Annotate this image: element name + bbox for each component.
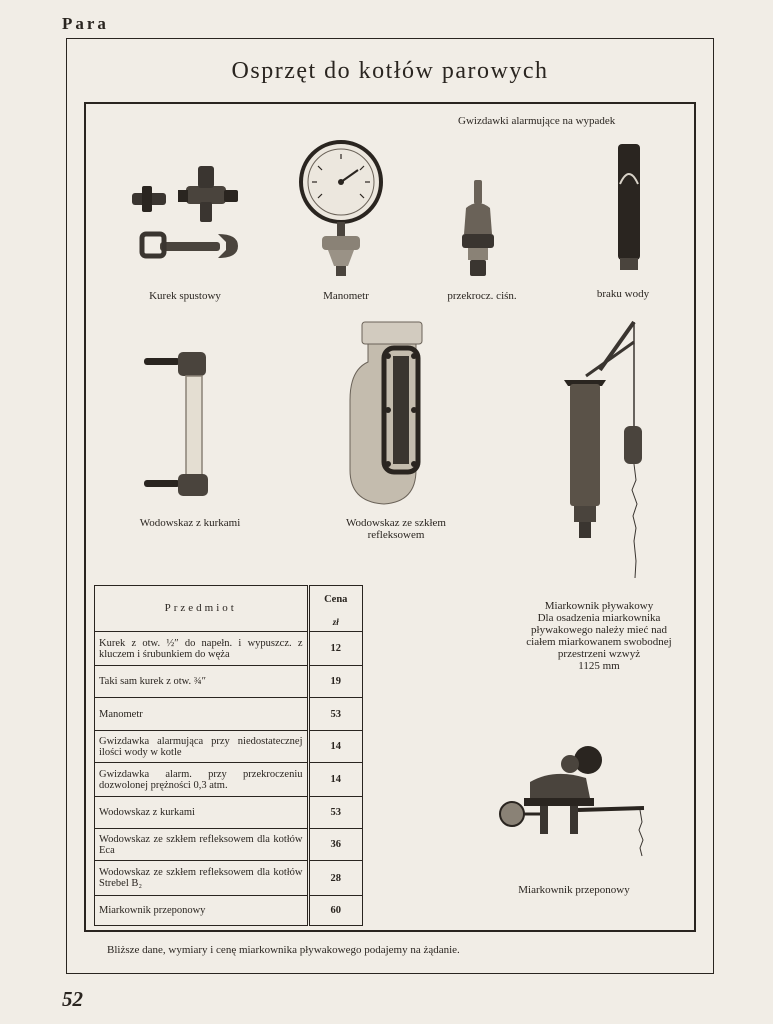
header-price-unit: zł	[332, 617, 339, 627]
header-price	[308, 586, 362, 632]
float-regulator-illustration	[558, 316, 648, 581]
price-table-header	[95, 586, 363, 632]
caption-reflex-gauge: Wodowskaz ze szkłem refleksowem	[346, 517, 446, 541]
diaphragm-regulator-illustration	[494, 742, 646, 858]
header-price-label: Cena	[324, 594, 348, 605]
row-price: 12	[308, 632, 362, 666]
table-row	[95, 731, 363, 763]
table-row	[95, 896, 363, 926]
whistles-heading: Gwizdawki alarmujące na wypadek	[458, 115, 616, 127]
row-item: Wodowskaz z kurkami	[95, 797, 309, 829]
table-row	[95, 829, 363, 861]
row-price: 60	[308, 896, 362, 926]
table-row	[95, 763, 363, 797]
row-price: 36	[308, 829, 362, 861]
caption-float-regulator: Miarkownik pływakowy	[544, 600, 654, 612]
row-price: 14	[308, 731, 362, 763]
caption-manometer: Manometr	[323, 290, 369, 302]
caption-drain-cock: Kurek spustowy	[149, 290, 221, 302]
caption-diaphragm-regulator: Miarkownik przeponowy	[518, 884, 630, 896]
row-item: Kurek z otw. ½″ do napełn. i wypuszcz. z kluczem i śrubunkiem do węża	[95, 632, 309, 666]
caption-gauge-with-cocks: Wodowskaz z kurkami	[139, 517, 241, 529]
row-item: Wodowskaz ze szkłem refleksowem dla kotłów Strebel B₂	[95, 861, 309, 896]
table-row	[95, 666, 363, 698]
row-item: Miarkownik przeponowy	[95, 896, 309, 926]
header-item: Przedmiot	[95, 586, 309, 632]
row-price: 53	[308, 698, 362, 731]
row-item: Taki sam kurek z otw. ¾″	[95, 666, 309, 698]
gauge-with-cocks-illustration	[142, 350, 217, 500]
row-item: Gwizdawka alarmująca przy niedostatecznej ilości wody w kotle	[95, 731, 309, 763]
row-price: 19	[308, 666, 362, 698]
page-number: 52	[62, 987, 83, 1011]
row-price: 14	[308, 763, 362, 797]
caption-water-shortage: braku wody	[596, 288, 650, 300]
table-row	[95, 797, 363, 829]
row-price: 28	[308, 861, 362, 896]
price-table	[94, 585, 363, 926]
manometer-illustration	[298, 140, 384, 280]
row-item: Manometr	[95, 698, 309, 731]
footnote: Bliższe dane, wymiary i cenę miarkownika pływakowego podajemy na żądanie.	[107, 944, 460, 956]
drain-cock-illustration	[128, 160, 243, 275]
table-row	[95, 861, 363, 896]
caption-pressure-exceeded: przekrocz. ciśn.	[447, 290, 517, 302]
pressure-whistle-illustration	[458, 178, 498, 280]
row-price: 53	[308, 797, 362, 829]
section-header: Para	[62, 14, 109, 33]
reflex-gauge-illustration	[342, 320, 427, 510]
table-row	[95, 698, 363, 731]
page-title: Osprzęt do kotłów parowych	[231, 58, 549, 84]
float-regulator-note: Dla osadzenia miarkownika pływakowego należy mieć nad ciałem miarkowanem swobodnej przestrzeni wzwyż	[526, 612, 672, 660]
row-item: Wodowskaz ze szkłem refleksowem dla kotłów Eca	[95, 829, 309, 861]
table-row	[95, 632, 363, 666]
row-item: Gwizdawka alarm. przy przekroczeniu dozwolonej prężności 0,3 atm.	[95, 763, 309, 797]
low-water-whistle-illustration	[614, 142, 644, 272]
float-regulator-height: 1125 mm	[578, 660, 620, 672]
